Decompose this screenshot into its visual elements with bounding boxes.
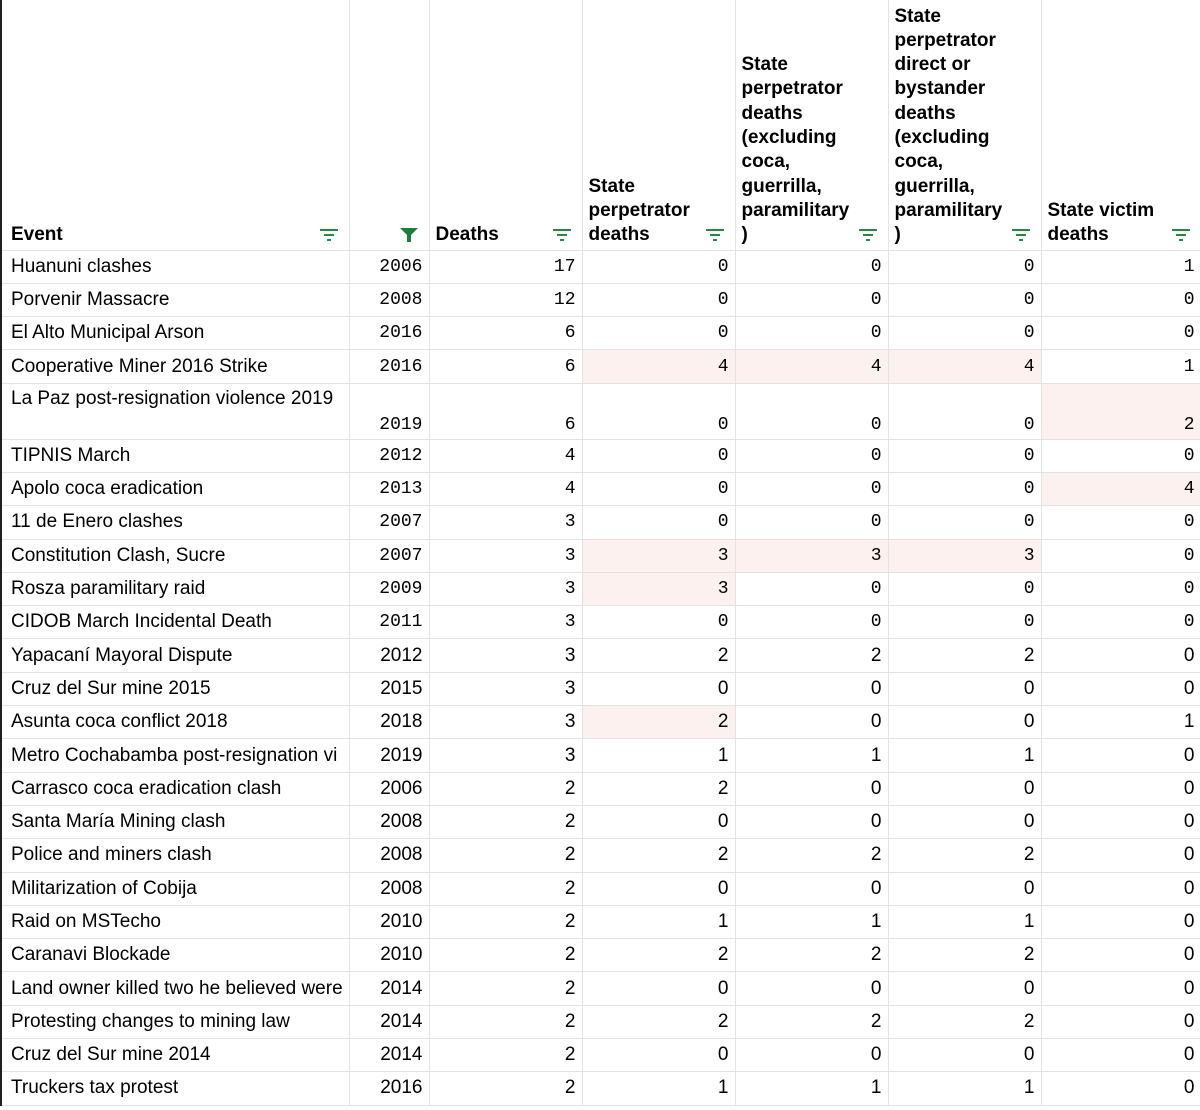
deaths-cell[interactable]: 2 — [429, 1039, 582, 1072]
year-cell[interactable]: 2012 — [349, 639, 429, 672]
deaths-cell[interactable]: 3 — [429, 739, 582, 772]
year-cell[interactable]: 2012 — [349, 439, 429, 472]
deaths-cell[interactable]: 2 — [429, 905, 582, 938]
state-perpetrator-direct-cell[interactable]: 4 — [888, 350, 1041, 383]
event-cell[interactable]: Santa María Mining clash — [1, 805, 349, 838]
state-perpetrator-excluding-cell[interactable]: 0 — [735, 872, 888, 905]
year-cell[interactable]: 2014 — [349, 1005, 429, 1038]
state-victim-cell[interactable]: 0 — [1041, 606, 1200, 639]
state-perpetrator-direct-cell[interactable]: 2 — [888, 639, 1041, 672]
state-perpetrator-cell[interactable]: 1 — [582, 905, 735, 938]
event-cell[interactable]: Militarization of Cobija — [1, 872, 349, 905]
event-cell[interactable]: Apolo coca eradication — [1, 472, 349, 505]
filter-icon[interactable] — [705, 228, 725, 242]
table-row — [1, 739, 1200, 772]
state-perpetrator-direct-cell[interactable]: 0 — [888, 872, 1041, 905]
state-perpetrator-excluding-cell[interactable]: 0 — [735, 772, 888, 805]
state-perpetrator-cell[interactable]: 0 — [582, 606, 735, 639]
state-perpetrator-excluding-cell[interactable]: 1 — [735, 739, 888, 772]
table-row — [1, 839, 1200, 872]
event-cell[interactable]: Truckers tax protest — [1, 1072, 349, 1105]
year-cell[interactable]: 2006 — [349, 250, 429, 283]
table-row — [1, 905, 1200, 938]
column-header-label: Deaths — [435, 224, 499, 246]
table-row — [1, 1039, 1200, 1072]
state-perpetrator-excluding-cell[interactable]: 0 — [735, 283, 888, 316]
table-row — [1, 439, 1200, 472]
table-row — [1, 805, 1200, 838]
state-perpetrator-cell[interactable]: 0 — [582, 250, 735, 283]
year-cell[interactable]: 2008 — [349, 283, 429, 316]
state-perpetrator-excluding-cell[interactable]: 2 — [735, 639, 888, 672]
year-cell[interactable]: 2010 — [349, 939, 429, 972]
filter-icon[interactable] — [858, 228, 878, 242]
year-cell[interactable]: 2011 — [349, 606, 429, 639]
column-header-label: State perpetrator direct or bystander deaths (excluding coca, guerrilla, paramilitary ) — [894, 5, 1003, 246]
year-cell[interactable]: 2018 — [349, 706, 429, 739]
year-cell[interactable]: 2009 — [349, 572, 429, 605]
state-victim-cell[interactable]: 0 — [1041, 1005, 1200, 1038]
state-perpetrator-excluding-cell[interactable]: 2 — [735, 939, 888, 972]
deaths-cell[interactable]: 3 — [429, 572, 582, 605]
event-cell[interactable]: Caranavi Blockade — [1, 939, 349, 972]
state-perpetrator-excluding-cell[interactable]: 1 — [735, 905, 888, 938]
deaths-cell[interactable]: 2 — [429, 1072, 582, 1105]
state-perpetrator-direct-cell[interactable]: 2 — [888, 939, 1041, 972]
filter-icon[interactable] — [552, 228, 572, 242]
filter-icon[interactable] — [1011, 228, 1031, 242]
state-victim-cell[interactable]: 1 — [1041, 350, 1200, 383]
state-perpetrator-excluding-cell[interactable]: 4 — [735, 350, 888, 383]
event-cell[interactable]: Cooperative Miner 2016 Strike — [1, 350, 349, 383]
column-header-state-perpetrator-deaths[interactable] — [582, 0, 735, 250]
year-cell[interactable]: 2007 — [349, 539, 429, 572]
year-cell[interactable]: 2006 — [349, 772, 429, 805]
deaths-cell[interactable]: 2 — [429, 872, 582, 905]
state-perpetrator-cell[interactable]: 0 — [582, 972, 735, 1005]
state-perpetrator-cell[interactable]: 4 — [582, 350, 735, 383]
state-victim-cell[interactable]: 0 — [1041, 772, 1200, 805]
state-perpetrator-direct-cell[interactable]: 0 — [888, 572, 1041, 605]
column-header-deaths[interactable] — [429, 0, 582, 250]
event-cell[interactable]: Porvenir Massacre — [1, 283, 349, 316]
event-cell[interactable]: Protesting changes to mining law — [1, 1005, 349, 1038]
state-victim-cell[interactable]: 0 — [1041, 939, 1200, 972]
state-perpetrator-cell[interactable]: 1 — [582, 739, 735, 772]
state-perpetrator-excluding-cell[interactable]: 0 — [735, 672, 888, 705]
state-perpetrator-cell[interactable]: 0 — [582, 283, 735, 316]
state-perpetrator-cell[interactable]: 2 — [582, 939, 735, 972]
state-perpetrator-cell[interactable]: 0 — [582, 1039, 735, 1072]
event-cell[interactable]: Police and miners clash — [1, 839, 349, 872]
state-perpetrator-excluding-cell[interactable]: 0 — [735, 506, 888, 539]
state-perpetrator-excluding-cell[interactable]: 0 — [735, 317, 888, 350]
column-header-year[interactable] — [349, 0, 429, 250]
table-row — [1, 672, 1200, 705]
deaths-cell[interactable]: 2 — [429, 939, 582, 972]
state-perpetrator-direct-cell[interactable]: 0 — [888, 472, 1041, 505]
deaths-cell[interactable]: 3 — [429, 606, 582, 639]
state-perpetrator-excluding-cell[interactable]: 0 — [735, 972, 888, 1005]
event-cell[interactable]: Rosza paramilitary raid — [1, 572, 349, 605]
table-row — [1, 1005, 1200, 1038]
table-row — [1, 317, 1200, 350]
table-row — [1, 772, 1200, 805]
year-cell[interactable]: 2014 — [349, 972, 429, 1005]
state-perpetrator-direct-cell[interactable]: 2 — [888, 1005, 1041, 1038]
deaths-cell[interactable]: 12 — [429, 283, 582, 316]
year-cell[interactable]: 2008 — [349, 872, 429, 905]
state-perpetrator-direct-cell[interactable]: 0 — [888, 250, 1041, 283]
state-victim-cell[interactable]: 0 — [1041, 506, 1200, 539]
state-perpetrator-direct-cell[interactable]: 0 — [888, 439, 1041, 472]
state-perpetrator-cell[interactable]: 3 — [582, 539, 735, 572]
state-perpetrator-direct-cell[interactable]: 0 — [888, 506, 1041, 539]
state-perpetrator-excluding-cell[interactable]: 3 — [735, 539, 888, 572]
state-victim-cell[interactable]: 0 — [1041, 805, 1200, 838]
event-cell[interactable]: Cruz del Sur mine 2015 — [1, 672, 349, 705]
column-header-state-victim-deaths[interactable] — [1041, 0, 1200, 250]
state-victim-cell[interactable]: 0 — [1041, 872, 1200, 905]
deaths-cell[interactable]: 3 — [429, 672, 582, 705]
state-perpetrator-cell[interactable]: 0 — [582, 506, 735, 539]
state-perpetrator-cell[interactable]: 0 — [582, 317, 735, 350]
state-victim-cell[interactable]: 0 — [1041, 972, 1200, 1005]
state-victim-cell[interactable]: 4 — [1041, 472, 1200, 505]
year-cell[interactable]: 2014 — [349, 1039, 429, 1072]
state-victim-cell[interactable]: 0 — [1041, 572, 1200, 605]
event-cell[interactable]: 11 de Enero clashes — [1, 506, 349, 539]
state-perpetrator-excluding-cell[interactable]: 0 — [735, 439, 888, 472]
state-victim-cell[interactable]: 0 — [1041, 283, 1200, 316]
table-row — [1, 1072, 1200, 1105]
deaths-cell[interactable]: 3 — [429, 539, 582, 572]
state-victim-cell[interactable]: 2 — [1041, 383, 1200, 439]
state-perpetrator-direct-cell[interactable]: 0 — [888, 383, 1041, 439]
table-row — [1, 539, 1200, 572]
state-perpetrator-excluding-cell[interactable]: 0 — [735, 606, 888, 639]
state-victim-cell[interactable]: 0 — [1041, 439, 1200, 472]
deaths-cell[interactable]: 17 — [429, 250, 582, 283]
state-perpetrator-direct-cell[interactable]: 0 — [888, 1039, 1041, 1072]
table-row — [1, 383, 1200, 439]
state-perpetrator-cell[interactable]: 1 — [582, 1072, 735, 1105]
table-row — [1, 283, 1200, 316]
deaths-cell[interactable]: 2 — [429, 972, 582, 1005]
state-perpetrator-direct-cell[interactable]: 0 — [888, 606, 1041, 639]
table-row — [1, 472, 1200, 505]
deaths-cell[interactable]: 3 — [429, 706, 582, 739]
state-perpetrator-excluding-cell[interactable]: 0 — [735, 572, 888, 605]
event-cell[interactable]: La Paz post-resignation violence 2019 — [1, 383, 349, 439]
year-cell[interactable]: 2010 — [349, 905, 429, 938]
year-cell[interactable]: 2008 — [349, 839, 429, 872]
state-perpetrator-excluding-cell[interactable]: 1 — [735, 1072, 888, 1105]
deaths-cell[interactable]: 6 — [429, 350, 582, 383]
column-header-label: State victim deaths — [1047, 199, 1155, 246]
state-victim-cell[interactable]: 0 — [1041, 539, 1200, 572]
state-perpetrator-cell[interactable]: 0 — [582, 439, 735, 472]
event-cell[interactable]: Cruz del Sur mine 2014 — [1, 1039, 349, 1072]
state-perpetrator-cell[interactable]: 2 — [582, 706, 735, 739]
deaths-cell[interactable]: 4 — [429, 472, 582, 505]
event-cell[interactable]: Asunta coca conflict 2018 — [1, 706, 349, 739]
state-perpetrator-direct-cell[interactable]: 0 — [888, 772, 1041, 805]
state-perpetrator-excluding-cell[interactable]: 0 — [735, 472, 888, 505]
table-row — [1, 350, 1200, 383]
state-victim-cell[interactable]: 0 — [1041, 1072, 1200, 1105]
state-perpetrator-direct-cell[interactable]: 0 — [888, 317, 1041, 350]
year-cell[interactable]: 2019 — [349, 739, 429, 772]
filter-icon[interactable] — [319, 228, 339, 242]
table-row — [1, 939, 1200, 972]
event-cell[interactable]: CIDOB March Incidental Death — [1, 606, 349, 639]
deaths-cell[interactable]: 3 — [429, 506, 582, 539]
state-perpetrator-excluding-cell[interactable]: 2 — [735, 839, 888, 872]
state-perpetrator-excluding-cell[interactable]: 2 — [735, 1005, 888, 1038]
table-row — [1, 639, 1200, 672]
deaths-cell[interactable]: 6 — [429, 383, 582, 439]
state-perpetrator-direct-cell[interactable]: 2 — [888, 839, 1041, 872]
state-perpetrator-cell[interactable]: 3 — [582, 572, 735, 605]
state-perpetrator-excluding-cell[interactable]: 0 — [735, 706, 888, 739]
event-cell[interactable]: Metro Cochabamba post-resignation vi — [1, 739, 349, 772]
column-header-state-perpetrator-direct[interactable] — [888, 0, 1041, 250]
state-perpetrator-cell[interactable]: 2 — [582, 772, 735, 805]
state-perpetrator-direct-cell[interactable]: 0 — [888, 283, 1041, 316]
state-perpetrator-cell[interactable]: 2 — [582, 1005, 735, 1038]
table-row — [1, 506, 1200, 539]
state-victim-cell[interactable]: 0 — [1041, 739, 1200, 772]
state-victim-cell[interactable]: 1 — [1041, 706, 1200, 739]
state-victim-cell[interactable]: 0 — [1041, 639, 1200, 672]
event-cell[interactable]: Yapacaní Mayoral Dispute — [1, 639, 349, 672]
deaths-cell[interactable]: 2 — [429, 772, 582, 805]
state-victim-cell[interactable]: 0 — [1041, 317, 1200, 350]
state-perpetrator-cell[interactable]: 0 — [582, 872, 735, 905]
state-victim-cell[interactable]: 0 — [1041, 839, 1200, 872]
table-row — [1, 706, 1200, 739]
filter-active-icon[interactable] — [399, 228, 419, 242]
state-perpetrator-cell[interactable]: 0 — [582, 672, 735, 705]
state-victim-cell[interactable]: 0 — [1041, 672, 1200, 705]
deaths-cell[interactable]: 2 — [429, 839, 582, 872]
year-cell[interactable]: 2019 — [349, 383, 429, 439]
deaths-cell[interactable]: 2 — [429, 805, 582, 838]
state-perpetrator-excluding-cell[interactable]: 0 — [735, 1039, 888, 1072]
state-perpetrator-direct-cell[interactable]: 0 — [888, 972, 1041, 1005]
event-cell[interactable]: El Alto Municipal Arson — [1, 317, 349, 350]
event-cell[interactable]: Constitution Clash, Sucre — [1, 539, 349, 572]
state-victim-cell[interactable]: 1 — [1041, 250, 1200, 283]
state-perpetrator-direct-cell[interactable]: 0 — [888, 706, 1041, 739]
state-perpetrator-direct-cell[interactable]: 0 — [888, 672, 1041, 705]
state-perpetrator-cell[interactable]: 0 — [582, 472, 735, 505]
state-perpetrator-direct-cell[interactable]: 1 — [888, 905, 1041, 938]
deaths-cell[interactable]: 4 — [429, 439, 582, 472]
year-cell[interactable]: 2008 — [349, 805, 429, 838]
state-perpetrator-excluding-cell[interactable]: 0 — [735, 805, 888, 838]
column-header-label: State perpetrator deaths (excluding coca, guerrilla, paramilitary ) — [741, 54, 850, 246]
event-cell[interactable]: Raid on MSTecho — [1, 905, 349, 938]
deaths-cell[interactable]: 3 — [429, 639, 582, 672]
deaths-cell[interactable]: 6 — [429, 317, 582, 350]
event-cell[interactable]: Carrasco coca eradication clash — [1, 772, 349, 805]
event-cell[interactable]: Land owner killed two he believed were — [1, 972, 349, 1005]
event-cell[interactable]: Huanuni clashes — [1, 250, 349, 283]
header-row — [1, 0, 1200, 250]
state-perpetrator-direct-cell[interactable]: 1 — [888, 739, 1041, 772]
year-cell[interactable]: 2016 — [349, 317, 429, 350]
year-cell[interactable]: 2007 — [349, 506, 429, 539]
column-header-event[interactable] — [1, 0, 349, 250]
state-perpetrator-cell[interactable]: 2 — [582, 839, 735, 872]
state-perpetrator-excluding-cell[interactable]: 0 — [735, 383, 888, 439]
state-perpetrator-cell[interactable]: 0 — [582, 383, 735, 439]
state-perpetrator-cell[interactable]: 2 — [582, 639, 735, 672]
state-perpetrator-cell[interactable]: 0 — [582, 805, 735, 838]
year-cell[interactable]: 2016 — [349, 1072, 429, 1105]
table-row — [1, 250, 1200, 283]
state-perpetrator-direct-cell[interactable]: 3 — [888, 539, 1041, 572]
state-perpetrator-direct-cell[interactable]: 1 — [888, 1072, 1041, 1105]
filter-icon[interactable] — [1171, 228, 1191, 242]
state-victim-cell[interactable]: 0 — [1041, 1039, 1200, 1072]
table-row — [1, 606, 1200, 639]
state-perpetrator-direct-cell[interactable]: 0 — [888, 805, 1041, 838]
column-header-state-perpetrator-excluding[interactable] — [735, 0, 888, 250]
year-cell[interactable]: 2013 — [349, 472, 429, 505]
table-row — [1, 872, 1200, 905]
column-header-label — [350, 248, 429, 250]
state-perpetrator-excluding-cell[interactable]: 0 — [735, 250, 888, 283]
event-cell[interactable]: TIPNIS March — [1, 439, 349, 472]
year-cell[interactable]: 2015 — [349, 672, 429, 705]
year-cell[interactable]: 2016 — [349, 350, 429, 383]
table-row — [1, 572, 1200, 605]
deaths-cell[interactable]: 2 — [429, 1005, 582, 1038]
column-header-label: Event — [11, 224, 63, 246]
column-header-label: State perpetrator deaths — [588, 175, 690, 246]
table-row — [1, 972, 1200, 1005]
state-victim-cell[interactable]: 0 — [1041, 905, 1200, 938]
